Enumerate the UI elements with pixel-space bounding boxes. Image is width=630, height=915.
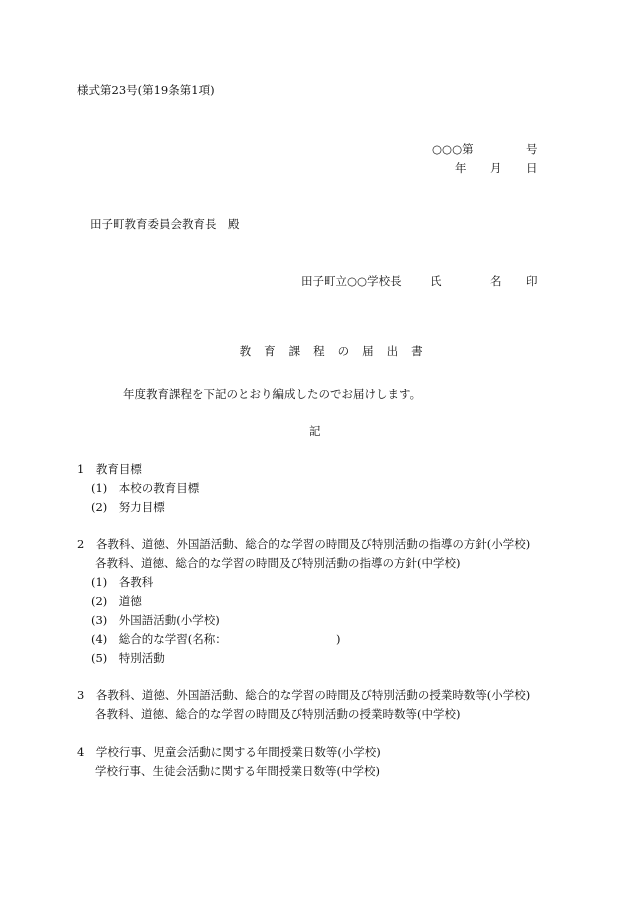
section-2-sub: 各教科、道徳、総合的な学習の時間及び特別活動の指導の方針(中学校) [95,556,461,570]
section-2-item: (5) 特別活動 [91,651,165,665]
section-2-heading: 2 各教科、道徳、外国語活動、総合的な学習の時間及び特別活動の指導の方針(小学校) [77,537,531,551]
form-number: 様式第23号(第19条第1項) [77,83,215,97]
section-1-heading: 1 教育目標 [77,462,142,476]
date-year: 年 [455,161,467,175]
title-char: の [337,344,350,358]
title-char: 教 [239,344,252,358]
section-3-sub: 各教科、道徳、総合的な学習の時間及び特別活動の授業時数等(中学校) [95,707,461,721]
seal-mark: 印 [526,274,538,288]
title-char: 程 [313,344,325,358]
section-2-item: (4) 総合的な学習(名称： [91,632,227,646]
title-char: 出 [386,344,399,358]
ki-mark: 記 [309,424,321,438]
name-label-1: 氏 [430,274,442,288]
document-title [225,330,436,372]
section-1-item: (2) 努力目標 [91,500,165,514]
doc-number-prefix: ○○○第 [432,142,474,156]
section-4-heading: 4 学校行事、児童会活動に関する年間授業日数等(小学校) [77,745,381,759]
section-3-heading: 3 各教科、道徳、外国語活動、総合的な学習の時間及び特別活動の授業時数等(小学校) [77,688,531,702]
section-2-item: (3) 外国語活動(小学校) [91,613,220,627]
title-char: 育 [264,344,276,358]
date-day: 日 [526,161,538,175]
title-char: 書 [411,344,423,358]
addressee: 田子町教育委員会教育長 殿 [90,217,240,231]
title-char: 課 [288,344,301,358]
intro-text: 年度教育課程を下記のとおり編成したのでお届けします。 [123,387,422,401]
section-1-item: (1) 本校の教育目標 [91,481,200,495]
date-month: 月 [490,161,502,175]
doc-number-suffix: 号 [526,142,538,156]
section-2-item: (1) 各教科 [91,575,154,589]
sender-title: 田子町立○○学校長 [301,274,402,288]
title-char: 届 [362,344,374,358]
name-label-2: 名 [490,274,502,288]
section-2-item: (2) 道徳 [91,594,142,608]
section-2-paren-close: ) [336,632,341,646]
section-4-sub: 学校行事、生徒会活動に関する年間授業日数等(中学校) [95,764,380,778]
